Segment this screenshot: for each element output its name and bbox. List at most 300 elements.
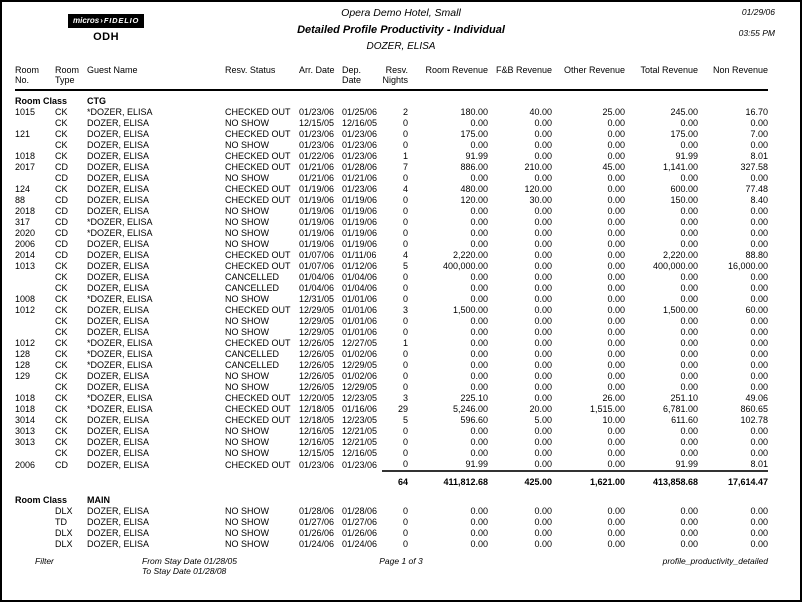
logo-text-fidelio: FIDELIO	[103, 16, 140, 25]
cell-resv-status: CHECKED OUT	[225, 460, 291, 470]
cell-resv-nights: 5	[402, 261, 408, 271]
cell-other-revenue: 0.00	[607, 250, 625, 260]
cell-guest-name: DOZER, ELISA	[87, 448, 150, 458]
cell-dep-date: 12/21/05	[342, 437, 378, 447]
cell-non-revenue: 0.00	[750, 382, 768, 392]
cell-resv-nights: 7	[402, 162, 408, 172]
room-class-value: CTG	[87, 96, 106, 106]
cell-room-type: CD	[55, 206, 68, 216]
cell-fb-revenue: 0.00	[534, 528, 552, 538]
cell-room-type: CK	[55, 283, 68, 293]
cell-non-revenue: 327.58	[740, 162, 768, 172]
cell-fb-revenue: 0.00	[534, 437, 552, 447]
cell-dep-date: 01/01/06	[342, 305, 378, 315]
cell-fb-revenue: 0.00	[534, 338, 552, 348]
cell-resv-nights: 0	[402, 360, 408, 370]
header-titles	[182, 7, 620, 52]
cell-room-no: 121	[15, 129, 31, 139]
cell-other-revenue: 0.00	[607, 118, 625, 128]
cell-dep-date: 01/25/06	[342, 107, 378, 117]
subtotal-spacer	[15, 471, 382, 490]
cell-non-revenue: 0.00	[750, 228, 768, 238]
cell-room-revenue: 480.00	[460, 184, 488, 194]
cell-dep-date: 01/23/06	[342, 140, 378, 150]
micros-fidelio-logo	[68, 14, 144, 28]
cell-non-revenue: 8.40	[750, 195, 768, 205]
cell-other-revenue: 0.00	[607, 448, 625, 458]
cell-guest-name: DOZER, ELISA	[87, 250, 150, 260]
table-row	[15, 448, 768, 459]
cell-resv-status: NO SHOW	[225, 140, 269, 150]
cell-resv-status: NO SHOW	[225, 316, 269, 326]
cell-room-type: CK	[55, 448, 68, 458]
cell-guest-name: DOZER, ELISA	[87, 239, 150, 249]
cell-non-revenue: 0.00	[750, 371, 768, 381]
cell-room-revenue: 0.00	[470, 294, 488, 304]
cell-fb-revenue: 0.00	[534, 206, 552, 216]
cell-total-revenue: 0.00	[680, 294, 698, 304]
cell-resv-status: NO SHOW	[225, 217, 269, 227]
cell-resv-nights: 3	[402, 393, 408, 403]
table-row	[15, 437, 768, 448]
cell-total-revenue: 0.00	[680, 228, 698, 238]
subtotal-fb-revenue: 425.00	[488, 471, 552, 490]
cell-fb-revenue: 0.00	[534, 140, 552, 150]
cell-guest-name: DOZER, ELISA	[87, 539, 150, 549]
cell-resv-nights: 0	[402, 283, 408, 293]
cell-room-type: CK	[55, 140, 68, 150]
cell-dep-date: 01/04/06	[342, 283, 378, 293]
col-header-total-revenue: Total Revenue	[625, 62, 698, 90]
cell-total-revenue: 0.00	[680, 338, 698, 348]
cell-room-type: CK	[55, 184, 68, 194]
cell-room-type: CK	[55, 316, 68, 326]
cell-arr-date: 01/04/06	[299, 283, 335, 293]
cell-guest-name: DOZER, ELISA	[87, 415, 150, 425]
cell-arr-date: 12/26/05	[299, 360, 335, 370]
cell-room-no	[15, 272, 51, 283]
cell-arr-date: 01/23/06	[299, 107, 335, 117]
cell-total-revenue: 611.60	[671, 415, 698, 425]
cell-non-revenue: 0.00	[750, 294, 768, 304]
cell-total-revenue: 6,781.00	[662, 404, 698, 414]
cell-room-revenue: 0.00	[470, 283, 488, 293]
cell-other-revenue: 0.00	[607, 206, 625, 216]
cell-arr-date: 12/26/05	[299, 349, 335, 359]
cell-arr-date: 01/07/06	[299, 250, 335, 260]
cell-other-revenue: 0.00	[607, 151, 625, 161]
cell-room-revenue: 175.00	[460, 129, 488, 139]
cell-non-revenue: 60.00	[745, 305, 768, 315]
table-row	[15, 217, 768, 228]
cell-resv-status: NO SHOW	[225, 426, 269, 436]
cell-room-type: CK	[55, 327, 68, 337]
subtotal-other-revenue: 1,621.00	[552, 471, 625, 490]
cell-arr-date: 12/31/05	[299, 294, 335, 304]
cell-fb-revenue: 0.00	[534, 272, 552, 282]
cell-other-revenue: 0.00	[607, 506, 625, 516]
cell-dep-date: 01/19/06	[342, 239, 378, 249]
cell-resv-nights: 0	[402, 118, 408, 128]
cell-total-revenue: 0.00	[680, 118, 698, 128]
table-row	[15, 305, 768, 316]
cell-other-revenue: 0.00	[607, 272, 625, 282]
cell-resv-nights: 0	[402, 528, 408, 538]
table-row	[15, 107, 768, 118]
cell-non-revenue: 102.78	[740, 415, 768, 425]
cell-guest-name: DOZER, ELISA	[87, 426, 150, 436]
cell-room-type: CK	[55, 415, 68, 425]
cell-fb-revenue: 0.00	[534, 151, 552, 161]
subtotal-non-revenue: 17,614.47	[698, 471, 768, 490]
cell-dep-date: 01/23/06	[342, 129, 378, 139]
cell-room-type: DLX	[55, 528, 73, 538]
table-row	[15, 539, 768, 550]
cell-room-no: 2017	[15, 162, 36, 172]
cell-resv-nights: 0	[402, 327, 408, 337]
cell-room-type: TD	[55, 517, 67, 527]
cell-non-revenue: 0.00	[750, 338, 768, 348]
cell-other-revenue: 1,515.00	[589, 404, 625, 414]
cell-room-no	[15, 140, 51, 151]
cell-other-revenue: 0.00	[607, 517, 625, 527]
cell-total-revenue: 0.00	[680, 506, 698, 516]
cell-resv-nights: 0	[402, 382, 408, 392]
cell-non-revenue: 0.00	[750, 206, 768, 216]
cell-room-revenue: 0.00	[470, 539, 488, 549]
cell-arr-date: 01/21/06	[299, 173, 335, 183]
cell-resv-nights: 4	[402, 184, 408, 194]
cell-other-revenue: 10.00	[602, 415, 625, 425]
cell-resv-nights: 0	[402, 517, 408, 527]
cell-non-revenue: 0.00	[750, 272, 768, 282]
cell-dep-date: 01/23/06	[342, 151, 378, 161]
cell-guest-name: DOZER, ELISA	[87, 140, 150, 150]
cell-non-revenue: 0.00	[750, 283, 768, 293]
subtotal-row	[15, 471, 768, 490]
cell-dep-date: 01/12/06	[342, 261, 378, 271]
subtotal-room-revenue: 411,812.68	[408, 471, 488, 490]
cell-resv-status: CHECKED OUT	[225, 107, 291, 117]
cell-non-revenue: 0.00	[750, 239, 768, 249]
cell-resv-status: NO SHOW	[225, 239, 269, 249]
cell-other-revenue: 0.00	[607, 184, 625, 194]
cell-room-no: 1012	[15, 338, 36, 348]
cell-other-revenue: 0.00	[607, 261, 625, 271]
cell-room-no: 317	[15, 217, 31, 227]
cell-room-no: 124	[15, 184, 31, 194]
cell-room-type: CK	[55, 360, 68, 370]
cell-fb-revenue: 0.00	[534, 118, 552, 128]
cell-resv-nights: 5	[402, 415, 408, 425]
cell-room-revenue: 0.00	[470, 517, 488, 527]
table-row	[15, 382, 768, 393]
cell-total-revenue: 0.00	[680, 239, 698, 249]
cell-total-revenue: 175.00	[670, 129, 698, 139]
cell-resv-nights: 0	[402, 228, 408, 238]
table-row	[15, 349, 768, 360]
productivity-table	[15, 62, 768, 550]
cell-room-revenue: 0.00	[470, 140, 488, 150]
cell-room-revenue: 400,000.00	[442, 261, 488, 271]
cell-dep-date: 12/23/05	[342, 393, 378, 403]
cell-total-revenue: 2,220.00	[662, 250, 698, 260]
cell-guest-name: DOZER, ELISA	[87, 528, 150, 538]
cell-resv-nights: 1	[402, 151, 408, 161]
cell-other-revenue: 0.00	[607, 140, 625, 150]
cell-other-revenue: 0.00	[607, 294, 625, 304]
cell-arr-date: 01/19/06	[299, 206, 335, 216]
cell-room-no: 128	[15, 360, 31, 370]
cell-non-revenue: 0.00	[750, 217, 768, 227]
col-header-room-no: Room No.	[15, 62, 51, 90]
cell-fb-revenue: 0.00	[534, 360, 552, 370]
filter-label: Filter	[35, 556, 54, 566]
cell-total-revenue: 0.00	[680, 539, 698, 549]
cell-other-revenue: 0.00	[607, 382, 625, 392]
logo-separator-icon: ›	[100, 16, 103, 25]
cell-resv-nights: 2	[402, 107, 408, 117]
table-row	[15, 151, 768, 162]
cell-dep-date: 01/21/06	[342, 173, 378, 183]
table-row	[15, 250, 768, 261]
cell-arr-date: 12/15/05	[299, 118, 335, 128]
table-row	[15, 360, 768, 371]
cell-resv-status: NO SHOW	[225, 371, 269, 381]
print-time: 03:55 PM	[738, 28, 775, 38]
cell-room-type: CK	[55, 349, 68, 359]
cell-resv-status: CHECKED OUT	[225, 250, 291, 260]
cell-total-revenue: 245.00	[670, 107, 698, 117]
cell-resv-nights: 29	[397, 404, 408, 414]
cell-room-no	[15, 382, 51, 393]
cell-fb-revenue: 40.00	[529, 107, 552, 117]
cell-fb-revenue: 0.00	[534, 539, 552, 549]
cell-room-no: 2020	[15, 228, 36, 238]
report-title: Detailed Profile Productivity - Individual	[297, 24, 505, 36]
cell-arr-date: 01/28/06	[299, 506, 335, 516]
cell-arr-date: 12/18/05	[299, 404, 335, 414]
cell-room-no: 2006	[15, 460, 36, 470]
table-row	[15, 426, 768, 437]
cell-room-no: 1008	[15, 294, 36, 304]
cell-non-revenue: 0.00	[750, 528, 768, 538]
cell-non-revenue: 88.80	[745, 250, 768, 260]
cell-resv-status: CHECKED OUT	[225, 393, 291, 403]
table-body	[15, 90, 768, 550]
table-row	[15, 228, 768, 239]
cell-non-revenue: 0.00	[750, 437, 768, 447]
cell-arr-date: 12/29/05	[299, 305, 335, 315]
cell-arr-date: 01/23/06	[299, 460, 335, 470]
cell-room-type: CK	[55, 305, 68, 315]
col-header-fb-revenue: F&B Revenue	[488, 62, 552, 90]
cell-total-revenue: 91.99	[675, 459, 698, 469]
cell-total-revenue: 0.00	[680, 217, 698, 227]
cell-non-revenue: 0.00	[750, 140, 768, 150]
cell-room-revenue: 91.99	[465, 151, 488, 161]
cell-other-revenue: 25.00	[602, 107, 625, 117]
cell-dep-date: 01/19/06	[342, 217, 378, 227]
print-date: 01/29/06	[741, 7, 775, 17]
cell-fb-revenue: 0.00	[534, 129, 552, 139]
cell-arr-date: 01/21/06	[299, 162, 335, 172]
cell-room-type: CD	[55, 217, 68, 227]
cell-total-revenue: 0.00	[680, 316, 698, 326]
cell-resv-nights: 0	[402, 349, 408, 359]
cell-resv-status: CHECKED OUT	[225, 305, 291, 315]
cell-room-no	[15, 539, 51, 550]
cell-arr-date: 12/15/05	[299, 448, 335, 458]
cell-arr-date: 12/18/05	[299, 415, 335, 425]
cell-arr-date: 12/16/05	[299, 426, 335, 436]
col-header-non-revenue: Non Revenue	[698, 62, 768, 90]
cell-room-type: CK	[55, 118, 68, 128]
cell-room-type: CK	[55, 151, 68, 161]
cell-guest-name: *DOZER, ELISA	[87, 107, 153, 117]
cell-guest-name: *DOZER, ELISA	[87, 360, 153, 370]
cell-dep-date: 01/23/06	[342, 460, 378, 470]
cell-room-type: CD	[55, 239, 68, 249]
col-header-dep-date: Dep. Date	[342, 62, 382, 90]
cell-room-no	[15, 173, 51, 184]
cell-total-revenue: 0.00	[680, 360, 698, 370]
cell-dep-date: 01/01/06	[342, 294, 378, 304]
cell-resv-status: NO SHOW	[225, 327, 269, 337]
cell-total-revenue: 0.00	[680, 206, 698, 216]
cell-non-revenue: 0.00	[750, 506, 768, 516]
cell-guest-name: DOZER, ELISA	[87, 437, 150, 447]
cell-arr-date: 01/23/06	[299, 129, 335, 139]
cell-room-revenue: 91.99	[465, 459, 488, 469]
cell-fb-revenue: 0.00	[534, 393, 552, 403]
room-class-row	[15, 90, 768, 107]
col-header-guest-name: Guest Name	[87, 62, 225, 90]
table-row	[15, 404, 768, 415]
cell-room-no: 1018	[15, 151, 36, 161]
table-row	[15, 118, 768, 129]
cell-resv-status: CHECKED OUT	[225, 404, 291, 414]
cell-resv-nights: 0	[402, 448, 408, 458]
cell-resv-nights: 0	[402, 316, 408, 326]
cell-guest-name: DOZER, ELISA	[87, 118, 150, 128]
cell-dep-date: 01/28/06	[342, 506, 378, 516]
cell-resv-nights: 4	[402, 250, 408, 260]
cell-arr-date: 01/19/06	[299, 239, 335, 249]
cell-other-revenue: 0.00	[607, 305, 625, 315]
cell-total-revenue: 0.00	[680, 426, 698, 436]
cell-room-type: CD	[55, 460, 68, 470]
col-header-room-revenue: Room Revenue	[408, 62, 488, 90]
table-row	[15, 206, 768, 217]
cell-room-type: CK	[55, 338, 68, 348]
cell-non-revenue: 7.00	[750, 129, 768, 139]
cell-other-revenue: 0.00	[607, 437, 625, 447]
cell-room-revenue: 0.00	[470, 528, 488, 538]
cell-arr-date: 01/23/06	[299, 140, 335, 150]
cell-fb-revenue: 0.00	[534, 459, 552, 469]
cell-resv-status: NO SHOW	[225, 517, 269, 527]
cell-room-type: CK	[55, 294, 68, 304]
cell-arr-date: 12/26/05	[299, 382, 335, 392]
cell-other-revenue: 0.00	[607, 459, 625, 469]
cell-guest-name: *DOZER, ELISA	[87, 294, 153, 304]
cell-dep-date: 12/29/05	[342, 360, 378, 370]
cell-guest-name: *DOZER, ELISA	[87, 349, 153, 359]
cell-arr-date: 01/22/06	[299, 151, 335, 161]
cell-resv-nights: 0	[402, 506, 408, 516]
table-row	[15, 239, 768, 250]
cell-arr-date: 12/29/05	[299, 327, 335, 337]
cell-room-type: CK	[55, 272, 68, 282]
cell-arr-date: 12/29/05	[299, 316, 335, 326]
cell-room-type: CK	[55, 404, 68, 414]
cell-other-revenue: 0.00	[607, 360, 625, 370]
cell-total-revenue: 0.00	[680, 349, 698, 359]
table-header-row	[15, 62, 768, 90]
cell-non-revenue: 0.00	[750, 118, 768, 128]
cell-total-revenue: 0.00	[680, 517, 698, 527]
cell-fb-revenue: 0.00	[534, 426, 552, 436]
cell-arr-date: 12/26/05	[299, 338, 335, 348]
cell-dep-date: 01/24/06	[342, 539, 378, 549]
cell-fb-revenue: 0.00	[534, 217, 552, 227]
cell-resv-nights: 0	[402, 459, 408, 469]
table-row	[15, 327, 768, 338]
cell-total-revenue: 0.00	[680, 528, 698, 538]
cell-dep-date: 01/02/06	[342, 371, 378, 381]
cell-other-revenue: 0.00	[607, 195, 625, 205]
table-row	[15, 272, 768, 283]
cell-room-revenue: 0.00	[470, 448, 488, 458]
cell-room-no: 2018	[15, 206, 36, 216]
cell-room-revenue: 0.00	[470, 118, 488, 128]
cell-arr-date: 01/19/06	[299, 228, 335, 238]
cell-total-revenue: 0.00	[680, 382, 698, 392]
cell-resv-nights: 0	[402, 206, 408, 216]
cell-dep-date: 01/19/06	[342, 206, 378, 216]
cell-resv-nights: 0	[402, 294, 408, 304]
cell-other-revenue: 0.00	[607, 371, 625, 381]
cell-total-revenue: 1,141.00	[662, 162, 698, 172]
table-row	[15, 173, 768, 184]
cell-room-revenue: 225.10	[460, 393, 488, 403]
cell-arr-date: 12/26/05	[299, 371, 335, 381]
cell-arr-date: 01/07/06	[299, 261, 335, 271]
room-class-row	[15, 490, 768, 506]
cell-fb-revenue: 0.00	[534, 250, 552, 260]
cell-guest-name: *DOZER, ELISA	[87, 228, 153, 238]
cell-room-type: CD	[55, 250, 68, 260]
cell-room-type: CK	[55, 426, 68, 436]
logo-block	[68, 10, 144, 43]
cell-non-revenue: 0.00	[750, 539, 768, 549]
page-number: Page 1 of 3	[379, 556, 423, 566]
cell-room-no	[15, 283, 51, 294]
cell-resv-status: NO SHOW	[225, 206, 269, 216]
cell-guest-name: DOZER, ELISA	[87, 382, 150, 392]
cell-guest-name: DOZER, ELISA	[87, 305, 150, 315]
cell-room-revenue: 1,500.00	[452, 305, 488, 315]
cell-resv-status: CHECKED OUT	[225, 415, 291, 425]
cell-room-type: CK	[55, 382, 68, 392]
cell-guest-name: *DOZER, ELISA	[87, 404, 153, 414]
cell-fb-revenue: 120.00	[524, 184, 552, 194]
cell-non-revenue: 16,000.00	[727, 261, 768, 271]
filter-dates	[142, 556, 237, 576]
cell-room-revenue: 0.00	[470, 272, 488, 282]
cell-resv-status: CHECKED OUT	[225, 129, 291, 139]
